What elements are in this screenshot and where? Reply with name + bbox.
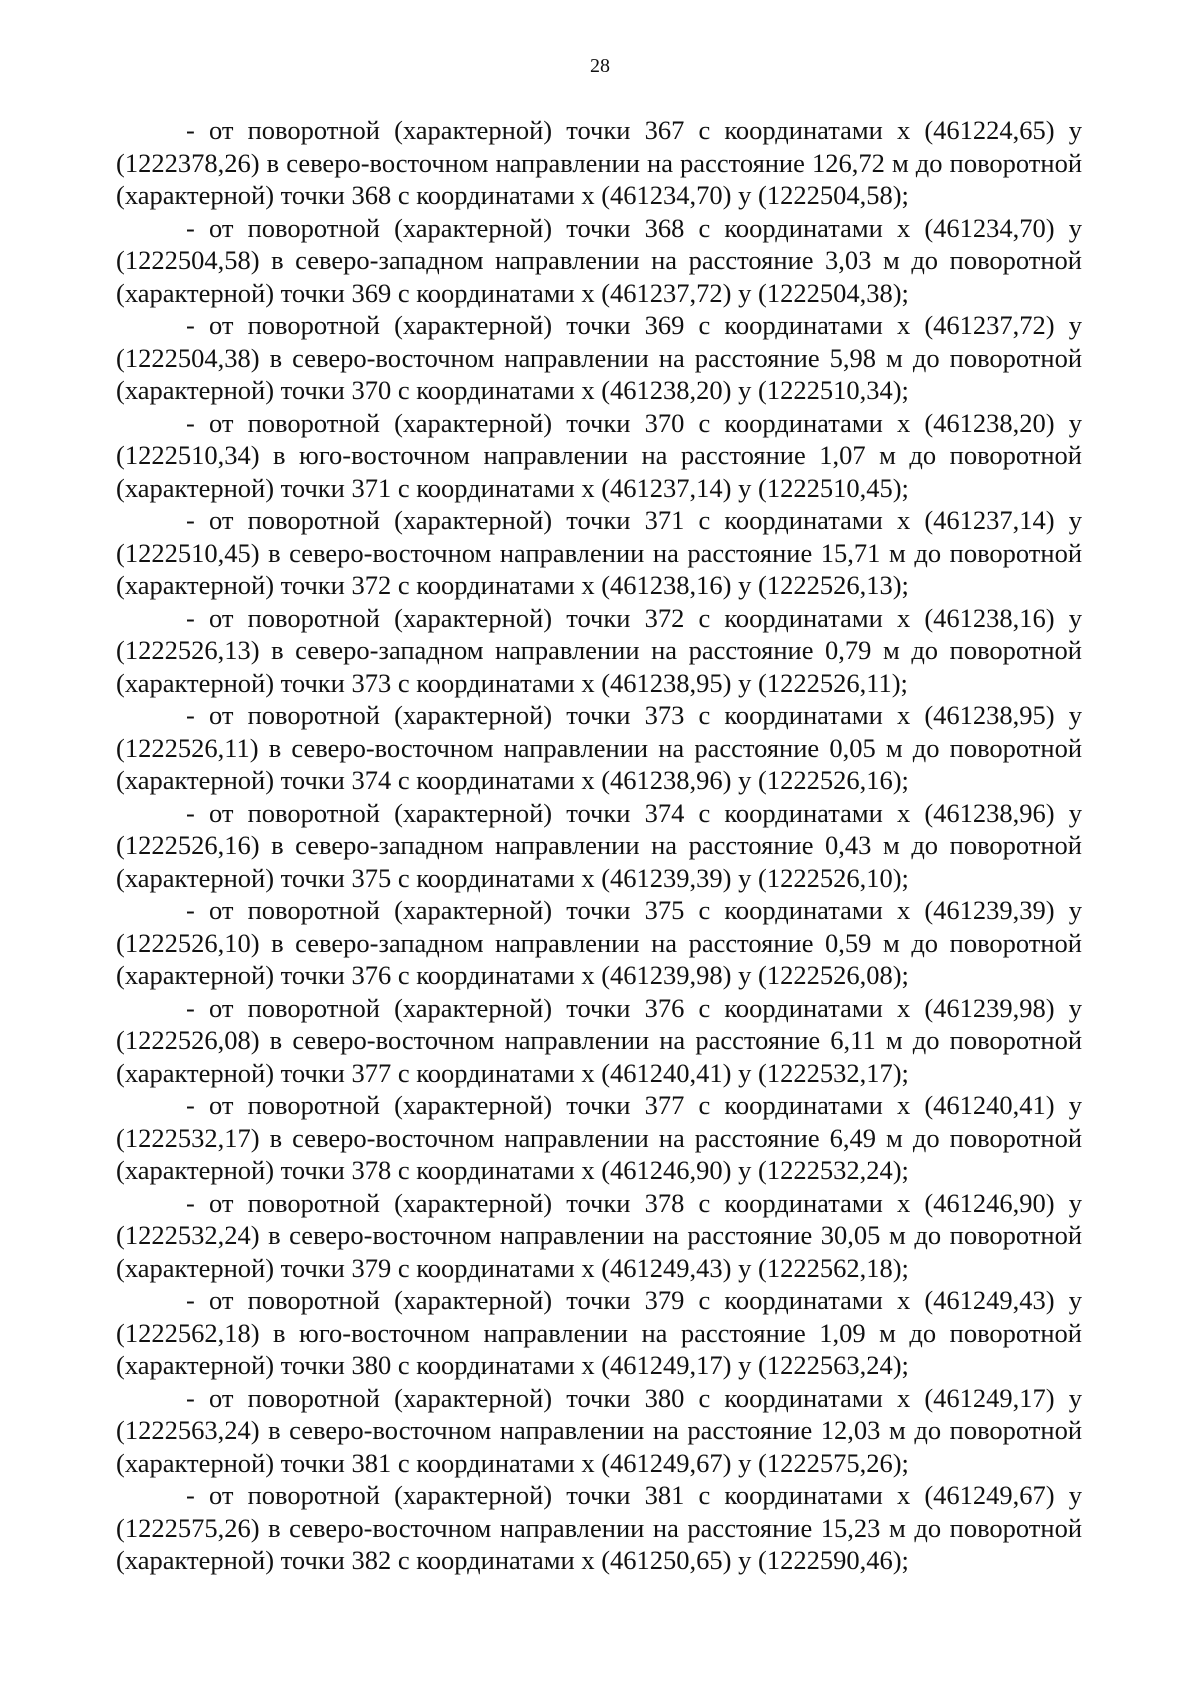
boundary-segment-paragraph: - от поворотной (характерной) точки 375 с координатами х (461239,39) у (1222526,10) в северо-западном направлении на расстояние 0,59 м до поворотной (характерной) точки 376 с координатами х (461239,98) у (1222526,08); bbox=[116, 895, 1082, 990]
boundary-segment-paragraph: - от поворотной (характерной) точки 370 с координатами х (461238,20) у (1222510,34) в юго-восточном направлении на расстояние 1,07 м до поворотной (характерной) точки 371 с координатами х (461237,14) у (1222510,45); bbox=[116, 407, 1082, 503]
boundary-segment-paragraph: - от поворотной (характерной) точки 379 с координатами х (461249,43) у (1222562,18) в юго-восточном направлении на расстояние 1,09 м до поворотной (характерной) точки 380 с координатами х (461249,17) у (1222563,24); bbox=[116, 1285, 1082, 1380]
boundary-segment-paragraph: - от поворотной (характерной) точки 377 с координатами х (461240,41) у (1222532,17) в северо-восточном направлении на расстояние 6,49 м до поворотной (характерной) точки 378 с координатами х (461246,90) у (1222532,24); bbox=[116, 1090, 1082, 1185]
boundary-segment-paragraph: - от поворотной (характерной) точки 372 с координатами х (461238,16) у (1222526,13) в северо-западном направлении на расстояние 0,79 м до поворотной (характерной) точки 373 с координатами х (461238,95) у (1222526,11); bbox=[116, 602, 1082, 698]
boundary-segment-paragraph: - от поворотной (характерной) точки 380 с координатами х (461249,17) у (1222563,24) в северо-восточном направлении на расстояние 12,03 м до поворотной (характерной) точки 381 с координатами х (461249,67) у (1222575,26); bbox=[116, 1382, 1082, 1478]
boundary-segment-paragraph: - от поворотной (характерной) точки 376 с координатами х (461239,98) у (1222526,08) в северо-восточном направлении на расстояние 6,11 м до поворотной (характерной) точки 377 с координатами х (461240,41) у (1222532,17); bbox=[116, 992, 1082, 1088]
boundary-segment-paragraph: - от поворотной (характерной) точки 381 с координатами х (461249,67) у (1222575,26) в северо-восточном направлении на расстояние 15,23 м до поворотной (характерной) точки 382 с координатами х (461250,65) у (1222590,46); bbox=[116, 1480, 1082, 1575]
boundary-segment-paragraph: - от поворотной (характерной) точки 373 с координатами х (461238,95) у (1222526,11) в северо-восточном направлении на расстояние 0,05 м до поворотной (характерной) точки 374 с координатами х (461238,96) у (1222526,16); bbox=[116, 700, 1082, 795]
document-body bbox=[116, 114, 1082, 1577]
boundary-segment-paragraph: - от поворотной (характерной) точки 371 с координатами х (461237,14) у (1222510,45) в северо-восточном направлении на расстояние 15,71 м до поворотной (характерной) точки 372 с координатами х (461238,16) у (1222526,13); bbox=[116, 505, 1082, 600]
boundary-segment-paragraph: - от поворотной (характерной) точки 367 с координатами х (461224,65) у (1222378,26) в северо-восточном направлении на расстояние 126,72 м до поворотной (характерной) точки 368 с координатами х (461234,70) у (1222504,58); bbox=[116, 115, 1082, 210]
boundary-segment-paragraph: - от поворотной (характерной) точки 369 с координатами х (461237,72) у (1222504,38) в северо-восточном направлении на расстояние 5,98 м до поворотной (характерной) точки 370 с координатами х (461238,20) у (1222510,34); bbox=[116, 310, 1082, 405]
boundary-segment-paragraph: - от поворотной (характерной) точки 374 с координатами х (461238,96) у (1222526,16) в северо-западном направлении на расстояние 0,43 м до поворотной (характерной) точки 375 с координатами х (461239,39) у (1222526,10); bbox=[116, 797, 1082, 893]
page-number: 28 bbox=[590, 55, 610, 77]
boundary-segment-paragraph: - от поворотной (характерной) точки 368 с координатами х (461234,70) у (1222504,58) в северо-западном направлении на расстояние 3,03 м до поворотной (характерной) точки 369 с координатами х (461237,72) у (1222504,38); bbox=[116, 212, 1082, 308]
boundary-segment-paragraph: - от поворотной (характерной) точки 378 с координатами х (461246,90) у (1222532,24) в северо-восточном направлении на расстояние 30,05 м до поворотной (характерной) точки 379 с координатами х (461249,43) у (1222562,18); bbox=[116, 1187, 1082, 1283]
